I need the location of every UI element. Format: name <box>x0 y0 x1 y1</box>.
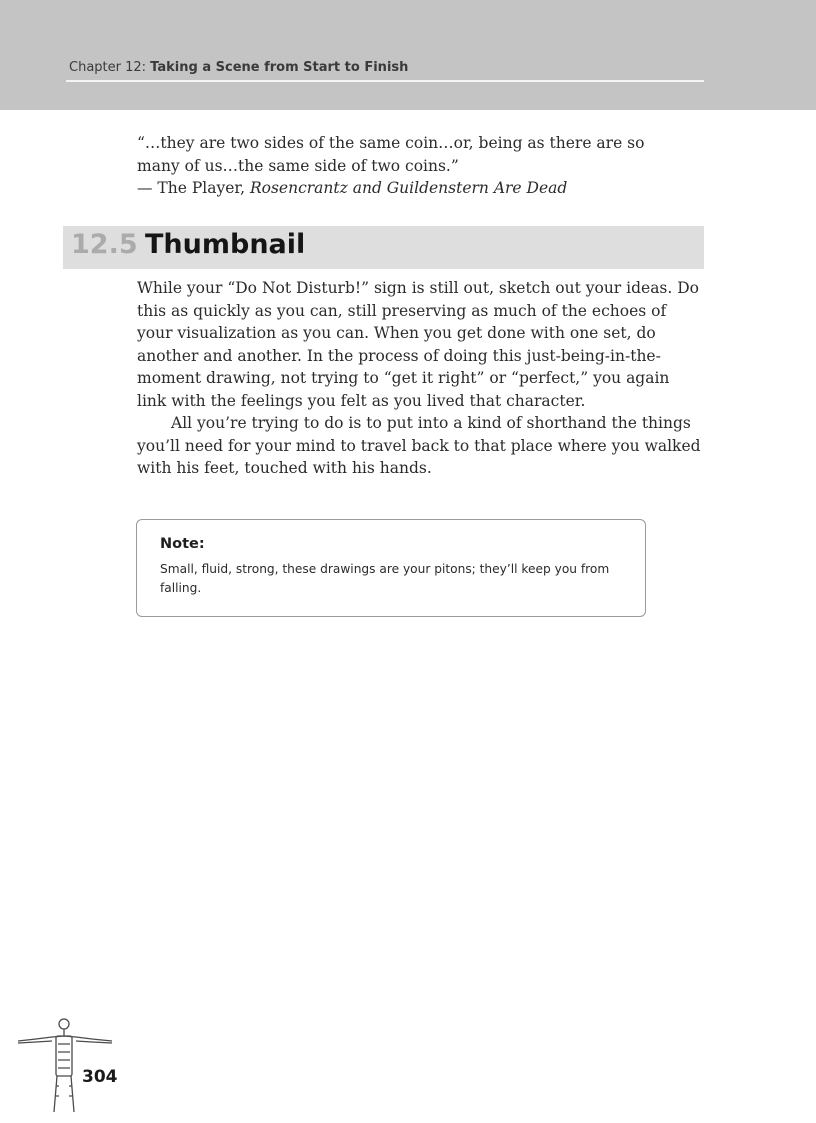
epigraph-line-1: “…they are two sides of the same coin…or, being as there are so <box>137 134 645 152</box>
chapter-title: Taking a Scene from Start to Finish <box>150 60 409 75</box>
page-number: 304 <box>82 1067 118 1087</box>
section-number: 12.5 <box>71 229 138 260</box>
body-text <box>137 277 703 480</box>
play-title: Rosencrantz and Guildenstern Are Dead <box>249 179 568 197</box>
epigraph-attribution <box>137 177 717 200</box>
epigraph-line-2: many of us…the same side of two coins.” <box>137 156 459 175</box>
attribution-prefix: — The Player, <box>137 179 250 197</box>
header-band <box>0 0 816 110</box>
note-text: Small, fluid, strong, these drawings are your pitons; they’ll keep you from falling. <box>160 562 610 595</box>
epigraph <box>137 132 717 200</box>
section-title: Thumbnail <box>145 229 306 260</box>
note-box <box>136 519 646 617</box>
paragraph-2: All you’re trying to do is to put into a kind of shorthand the things you’ll need for your mind to travel back to that place where you walked with his feet, touched with his hands. <box>137 414 701 477</box>
paragraph-1: While your “Do Not Disturb!” sign is still out, sketch out your ideas. Do this as quickly as you can, still preserving as much of the echoes of your visualization as you can. When you get done with one set, do another and another. In the process of doing this just-being-in-the-moment drawing, not trying to “get it right” or “perfect,” you again link with the feelings you felt as you lived that character. <box>137 279 699 410</box>
running-head <box>69 60 408 75</box>
figure-icon <box>16 1015 116 1115</box>
chapter-label: Chapter 12: <box>69 60 147 75</box>
header-rule <box>66 80 704 82</box>
note-label: Note: <box>160 536 205 552</box>
